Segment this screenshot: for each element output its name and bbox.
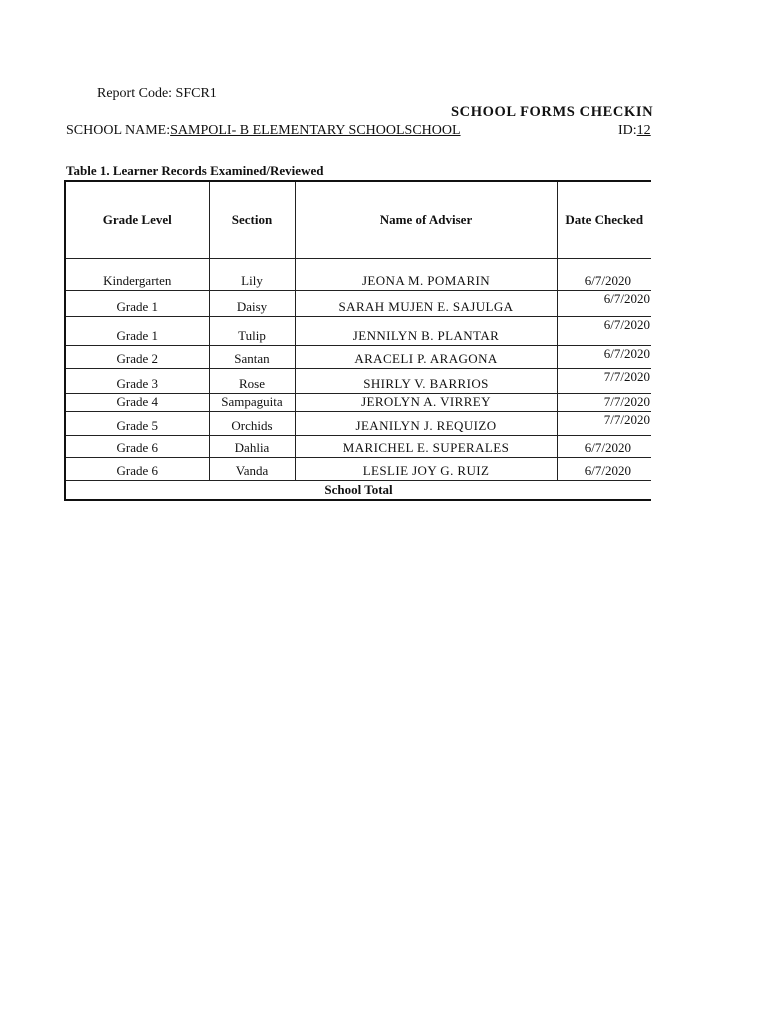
grade-cell: Grade 4 bbox=[65, 393, 209, 411]
school-name-value: SAMPOLI- B ELEMENTARY SCHOOLSCHOOL bbox=[170, 123, 461, 138]
grade-cell: Grade 6 bbox=[65, 435, 209, 457]
school-name-line bbox=[66, 123, 461, 139]
section-cell: Daisy bbox=[209, 290, 295, 316]
column-header-grade-level: Grade Level bbox=[65, 181, 209, 258]
table-row bbox=[65, 435, 651, 457]
adviser-cell: ARACELI P. ARAGONA bbox=[295, 345, 557, 368]
report-code: Report Code: SFCR1 bbox=[97, 86, 217, 101]
grade-cell: Kindergarten bbox=[65, 258, 209, 290]
adviser-cell: MARICHEL E. SUPERALES bbox=[295, 435, 557, 457]
table-row bbox=[65, 345, 651, 368]
grade-cell: Grade 3 bbox=[65, 368, 209, 393]
adviser-cell: JENNILYN B. PLANTAR bbox=[295, 316, 557, 345]
school-id-line bbox=[618, 123, 651, 139]
table-row bbox=[65, 368, 651, 393]
column-header-adviser: Name of Adviser bbox=[295, 181, 557, 258]
section-cell: Santan bbox=[209, 345, 295, 368]
school-id-label: ID: bbox=[618, 123, 637, 138]
table-row bbox=[65, 411, 651, 435]
table-row bbox=[65, 258, 651, 290]
table-row bbox=[65, 393, 651, 411]
date-cell: 6/7/2020 bbox=[557, 457, 651, 480]
date-cell: 6/7/2020 bbox=[557, 435, 651, 457]
adviser-cell: LESLIE JOY G. RUIZ bbox=[295, 457, 557, 480]
date-cell: 6/7/2020 bbox=[557, 258, 651, 290]
grade-cell: Grade 1 bbox=[65, 316, 209, 345]
school-total-label: School Total bbox=[65, 480, 651, 500]
table-row bbox=[65, 290, 651, 316]
table-row bbox=[65, 316, 651, 345]
date-cell: 6/7/2020 bbox=[557, 290, 651, 316]
table-row bbox=[65, 457, 651, 480]
column-header-date-checked: Date Checked bbox=[557, 181, 651, 258]
grade-cell: Grade 5 bbox=[65, 411, 209, 435]
section-cell: Rose bbox=[209, 368, 295, 393]
section-cell: Vanda bbox=[209, 457, 295, 480]
adviser-cell: SHIRLY V. BARRIOS bbox=[295, 368, 557, 393]
adviser-cell: JEONA M. POMARIN bbox=[295, 258, 557, 290]
grade-cell: Grade 6 bbox=[65, 457, 209, 480]
section-cell: Tulip bbox=[209, 316, 295, 345]
date-cell: 6/7/2020 bbox=[557, 345, 651, 368]
section-cell: Dahlia bbox=[209, 435, 295, 457]
section-cell: Lily bbox=[209, 258, 295, 290]
date-cell: 7/7/2020 bbox=[557, 368, 651, 393]
section-cell: Sampaguita bbox=[209, 393, 295, 411]
date-cell: 6/7/2020 bbox=[557, 316, 651, 345]
school-total-row bbox=[65, 480, 651, 500]
learner-records-table bbox=[64, 180, 651, 501]
grade-cell: Grade 2 bbox=[65, 345, 209, 368]
date-cell: 7/7/2020 bbox=[557, 411, 651, 435]
adviser-cell: JEANILYN J. REQUIZO bbox=[295, 411, 557, 435]
column-header-section: Section bbox=[209, 181, 295, 258]
table-header-row bbox=[65, 181, 651, 258]
school-name-label: SCHOOL NAME: bbox=[66, 123, 171, 138]
school-id-value: 12 bbox=[636, 123, 651, 138]
grade-cell: Grade 1 bbox=[65, 290, 209, 316]
date-cell: 7/7/2020 bbox=[557, 393, 651, 411]
adviser-cell: JEROLYN A. VIRREY bbox=[295, 393, 557, 411]
section-cell: Orchids bbox=[209, 411, 295, 435]
adviser-cell: SARAH MUJEN E. SAJULGA bbox=[295, 290, 557, 316]
document-title: SCHOOL FORMS CHECKIN bbox=[451, 104, 654, 120]
table-caption: Table 1. Learner Records Examined/Reviewed bbox=[66, 163, 324, 178]
